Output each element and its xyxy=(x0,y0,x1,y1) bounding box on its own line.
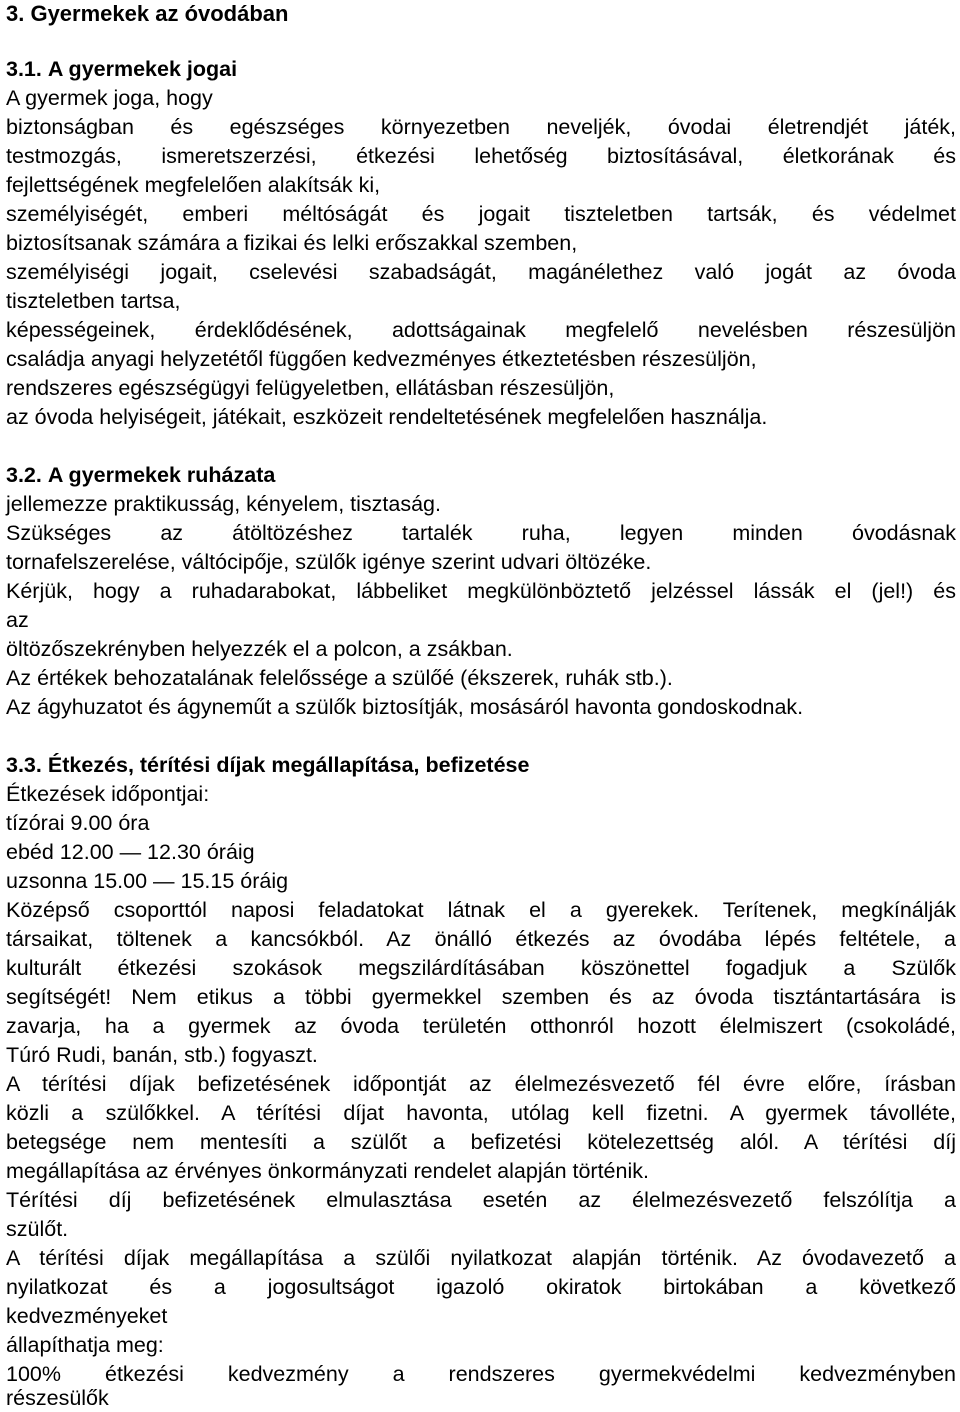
paragraph-line: társaikat, töltenek a kancsókból. Az önálló étkezés az óvodába lépés feltétele, a xyxy=(6,927,956,951)
paragraph-line: betegsége nem mentesíti a szülőt a befizetési kötelezettség alól. A térítési díj xyxy=(6,1130,956,1154)
paragraph-line: zavarja, ha a gyermek az óvoda területén otthonról hozott élelmiszert (csokoládé, xyxy=(6,1014,956,1038)
paragraph-line: Térítési díj befizetésének elmulasztása esetén az élelmezésvezető felszólítja a xyxy=(6,1188,956,1212)
paragraph-line: kulturált étkezési szokások megszilárdításában köszönettel fogadjuk a Szülők xyxy=(6,956,956,980)
chapter-title: 3. Gyermekek az óvodában xyxy=(6,1,289,26)
paragraph-line: öltözőszekrényben helyezzék el a polcon, a zsákban. xyxy=(6,637,513,661)
paragraph-line: Szükséges az átöltözéshez tartalék ruha, legyen minden óvodásnak xyxy=(6,521,956,545)
paragraph-line: tiszteletben tartsa, xyxy=(6,289,181,313)
paragraph-line: A térítési díjak befizetésének időpontját az élelmezésvezető fél évre előre, írásban xyxy=(6,1072,956,1096)
section-title: Étkezés, térítési díjak megállapítása, befizetése xyxy=(47,753,530,777)
paragraph-line: kedvezményeket xyxy=(6,1304,168,1328)
paragraph-line: biztonságban és egészséges környezetben neveljék, óvodai életrendjét játék, xyxy=(6,115,956,139)
paragraph-line: fejlettségének megfelelően alakítsák ki, xyxy=(6,173,381,197)
paragraph-line: képességeinek, érdeklődésének, adottságainak megfelelő nevelésben részesüljön xyxy=(6,318,956,342)
paragraph-line: Az értékek behozatalának felelőssége a szülőé (ékszerek, ruhák stb.). xyxy=(6,666,673,690)
paragraph-line: jellemezze praktikusság, kényelem, tisztaság. xyxy=(6,492,441,516)
paragraph-line: közli a szülőkkel. A térítési díjat havonta, utólag kell fizetni. A gyermek távolléte, xyxy=(6,1101,956,1125)
paragraph-line: Az ágyhuzatot és ágyneműt a szülők biztosítják, mosásáról havonta gondoskodnak. xyxy=(6,695,804,719)
section-heading-3-3 xyxy=(6,751,956,779)
paragraph-line: Középső csoporttól naposi feladatokat látnak el a gyerekek. Terítenek, megkínálják xyxy=(6,898,956,922)
paragraph-line: tízórai 9.00 óra xyxy=(6,811,150,835)
paragraph-line: állapíthatja meg: xyxy=(6,1333,164,1357)
paragraph-line: részesülők xyxy=(6,1386,109,1410)
paragraph-line: családja anyagi helyzetétől függően kedvezményes étkeztetésben részesüljön, xyxy=(6,347,757,371)
section-title: A gyermekek jogai xyxy=(47,57,238,81)
paragraph-line: nyilatkozat és a jogosultságot igazoló okiratok birtokában a következő xyxy=(6,1275,956,1299)
section-number: 3.1. xyxy=(6,57,42,81)
paragraph-line: uzsonna 15.00 — 15.15 óráig xyxy=(6,869,289,893)
paragraph-line: az xyxy=(6,608,29,632)
paragraph-line: megállapítása az érvényes önkormányzati rendelet alapján történik. xyxy=(6,1159,649,1183)
paragraph-line: ebéd 12.00 — 12.30 óráig xyxy=(6,840,255,864)
section-title: A gyermekek ruházata xyxy=(47,463,276,487)
section-heading-3-2 xyxy=(6,461,956,489)
paragraph-line: A gyermek joga, hogy xyxy=(6,86,213,110)
paragraph-line: testmozgás, ismeretszerzési, étkezési lehetőség biztosításával, életkorának és xyxy=(6,144,956,168)
paragraph-line: rendszeres egészségügyi felügyeletben, ellátásban részesüljön, xyxy=(6,376,615,400)
paragraph-line: tornafelszerelése, váltócipője, szülők igénye szerint udvari öltözéke. xyxy=(6,550,652,574)
paragraph-line: biztosítsanak számára a fizikai és lelki erőszakkal szemben, xyxy=(6,231,578,255)
paragraph-line: személyiségét, emberi méltóságát és jogait tiszteletben tartsák, és védelmet xyxy=(6,202,956,226)
paragraph-line: személyiségi jogait, cselevési szabadságát, magánélethez való jogát az óvoda xyxy=(6,260,956,284)
paragraph-line: segítségét! Nem etikus a többi gyermekkel szemben és az óvoda tisztántartására is xyxy=(6,985,956,1009)
paragraph-line: Túró Rudi, banán, stb.) fogyaszt. xyxy=(6,1043,318,1067)
section-number: 3.3. xyxy=(6,753,42,777)
paragraph-line: Étkezések időpontjai: xyxy=(6,782,210,806)
paragraph-line: Kérjük, hogy a ruhadarabokat, lábbeliket megkülönböztető jelzéssel lássák el (jel!) és xyxy=(6,579,956,603)
section-heading-3-1 xyxy=(6,55,956,83)
paragraph-line: 100% étkezési kedvezmény a rendszeres gyermekvédelmi kedvezményben xyxy=(6,1362,956,1386)
paragraph-line: az óvoda helyiségeit, játékait, eszközeit rendeltetésének megfelelően használja. xyxy=(6,405,768,429)
section-number: 3.2. xyxy=(6,463,42,487)
paragraph-line: A térítési díjak megállapítása a szülői nyilatkozat alapján történik. Az óvodavezető a xyxy=(6,1246,956,1270)
paragraph-line: szülőt. xyxy=(6,1217,69,1241)
